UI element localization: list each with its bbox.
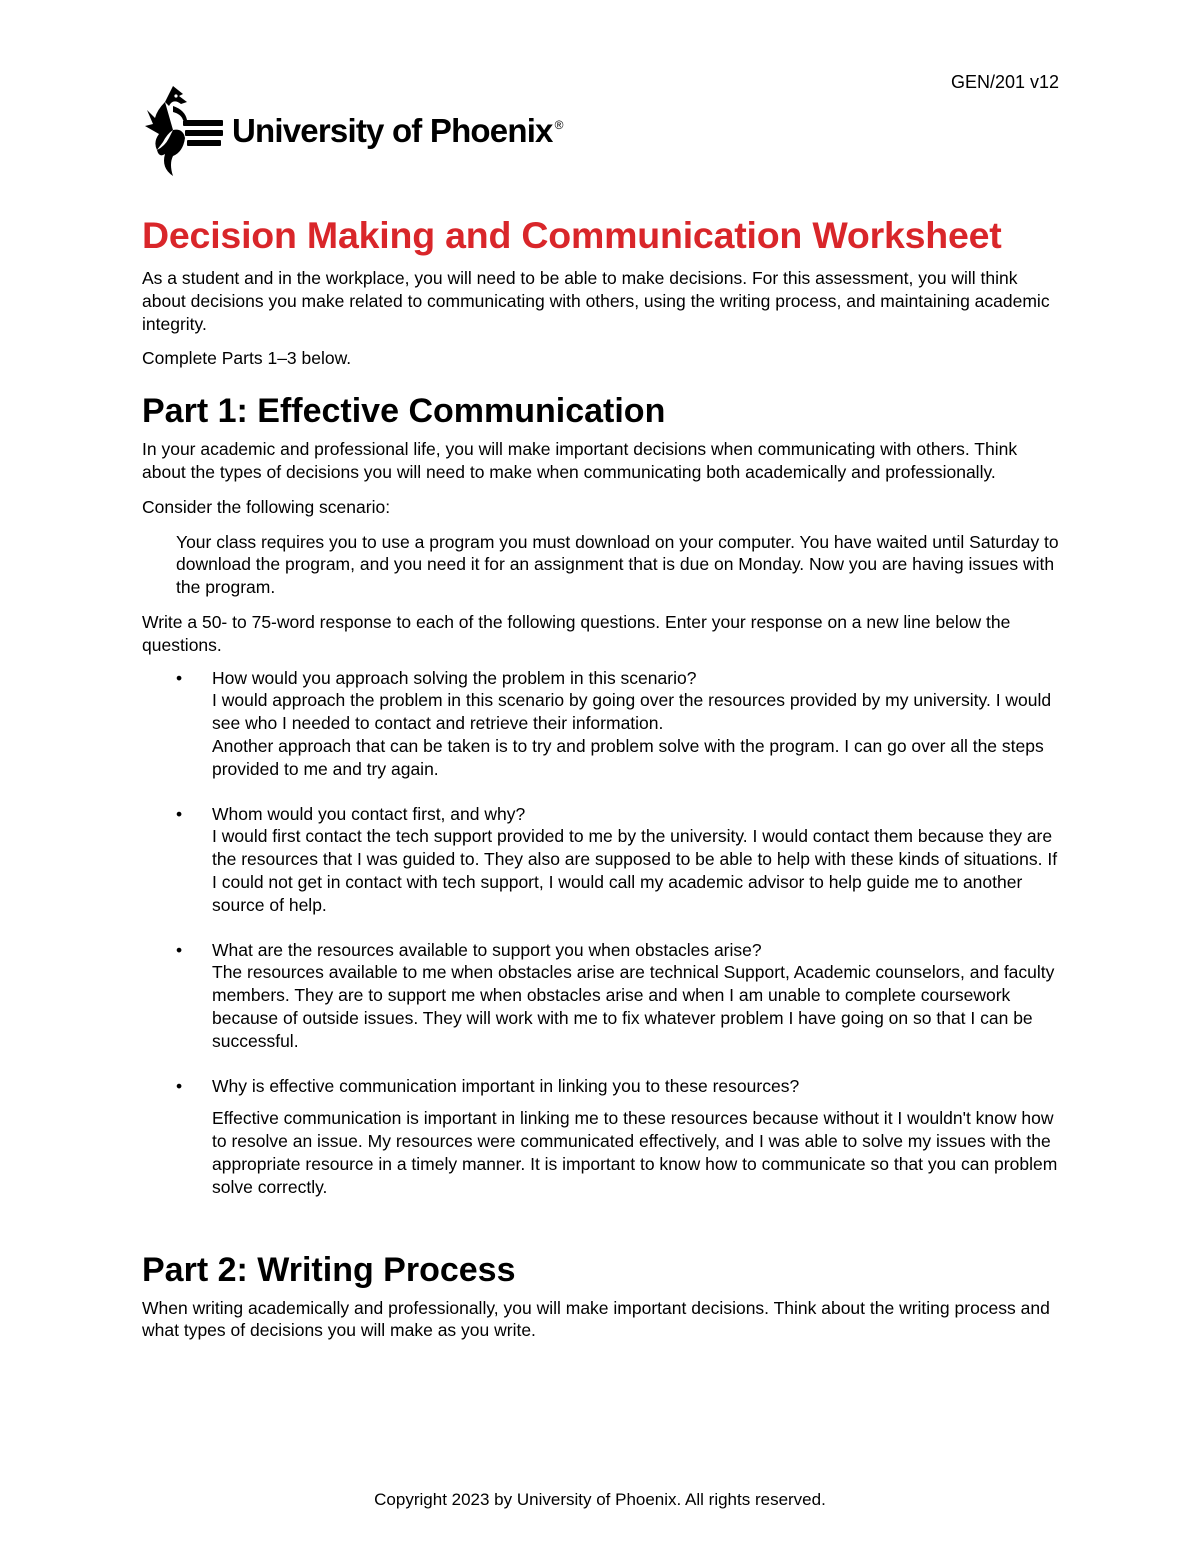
logo-wordmark: University of Phoenix ® [232,112,563,149]
question-list [142,667,1060,1199]
bullet: • [176,1075,183,1096]
answer-text: Effective communication is important in linking me to these resources because without it I wouldn't know how to resolve an issue. My resources were communicated effectively, and I was able to solve my issues with the appropriate resource in a timely manner. It is important to know how to communicate so that you can problem solve correctly. [212,1108,1058,1197]
question-item [142,803,1060,917]
part2-heading: Part 2: Writing Process [142,1250,516,1289]
bullet: • [176,803,183,824]
intro-paragraph: As a student and in the workplace, you will need to be able to make decisions. For this assessment, you will think about decisions you make related to communicating with others, using the writing process, and maintaining academic integrity. [142,268,1050,334]
course-code: GEN/201 v12 [950,72,1059,92]
bullet: • [176,939,183,960]
document-body [142,212,1060,1342]
answer-text: I would approach the problem in this scenario by going over the resources provided by my university. I would see who I needed to contact and retrieve their information. [212,690,1052,734]
answer-text: The resources available to me when obstacles arise are technical Support, Academic counselors, and faculty members. They are to support me when obstacles arise and when I am unable to complete coursework because of outside issues. They will work with me to fix whatever problem I have going on so that I can be successful. [212,962,1055,1051]
copyright-footer: Copyright 2023 by University of Phoenix. All rights reserved. [374,1490,826,1509]
answer-text: Another approach that can be taken is to try and problem solve with the program. I can go over all the steps provided to me and try again. [212,735,1044,779]
part1-paragraph: In your academic and professional life, you will make important decisions when communicating with others. Think about the types of decisions you will need to make when communicating both academically and professionally. [142,439,1018,482]
question-text: What are the resources available to support you when obstacles arise? [212,939,762,960]
phoenix-bird-icon [143,84,227,180]
part2-paragraph: When writing academically and professionally, you will make important decisions. Think about the writing process and what types of decisions you will make as you write. [142,1297,1050,1341]
bullet: • [176,667,183,688]
answer-text: I would first contact the tech support provided to me by the university. I would contact them because they are the resources that I was guided to. They also are supposed to be able to help with these kinds of situations. If I could not get in contact with tech support, I would call my academic advisor to help guide me to another source of help. [212,826,1058,915]
university-logo [143,84,563,180]
scenario-intro: Consider the following scenario: [142,496,391,517]
page-title: Decision Making and Communication Worksheet [142,214,1002,256]
question-item [142,667,1060,781]
response-prompt: Write a 50- to 75-word response to each of the following questions. Enter your response on a new line below the questions. [142,611,1011,655]
intro-instruction: Complete Parts 1–3 below. [142,348,352,369]
question-item [142,1075,1060,1199]
question-text: Why is effective communication important in linking you to these resources? [212,1075,800,1096]
question-text: Whom would you contact first, and why? [212,803,526,824]
part1-heading: Part 1: Effective Communication [142,392,666,431]
scenario-text: Your class requires you to use a program you must download on your computer. You have waited until Saturday to download the program, and you need it for an assignment that is due on Monday. Now you are having issues with the program. [176,531,1059,598]
question-item [142,939,1060,1053]
question-text: How would you approach solving the problem in this scenario? [212,667,697,688]
